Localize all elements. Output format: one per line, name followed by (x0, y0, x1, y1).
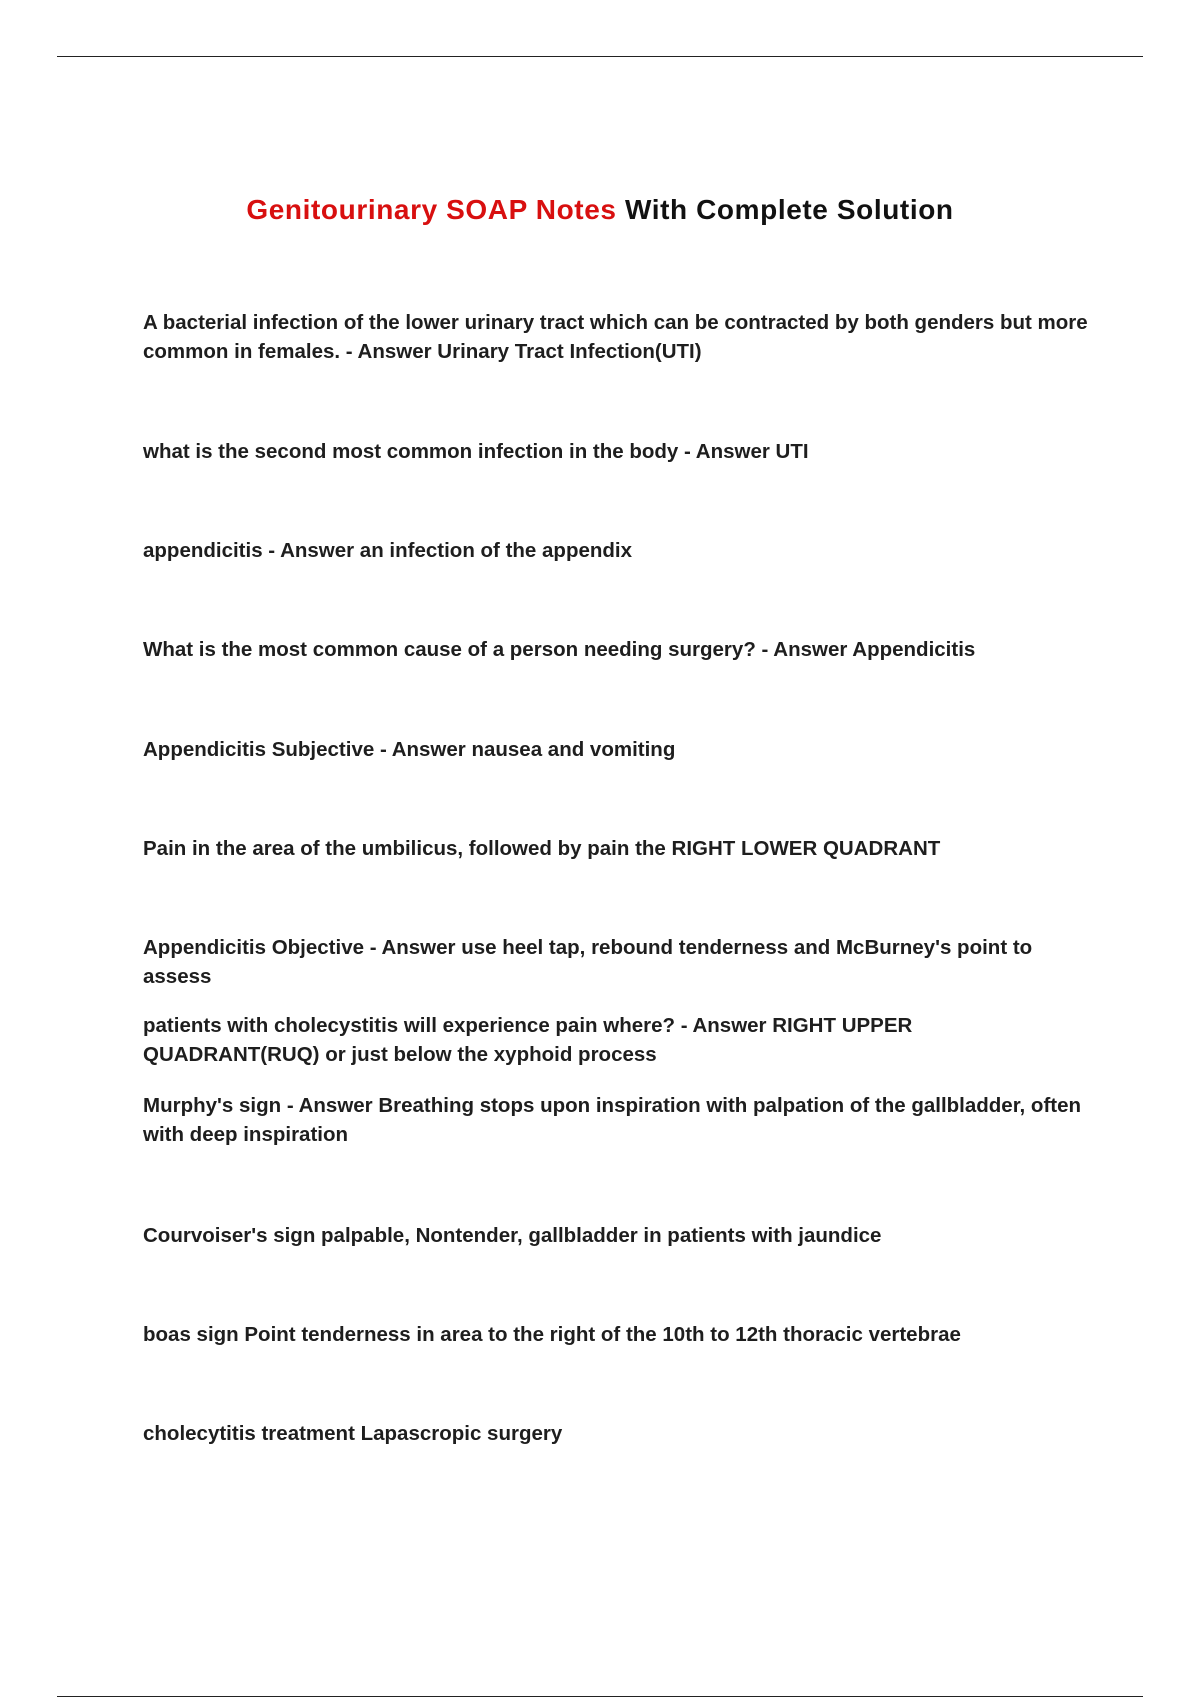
entry-uti-definition: A bacterial infection of the lower urinary tract which can be contracted by both genders but more common in females. - Answer Urinary Tract Infection(UTI) (143, 311, 1088, 363)
title-highlight: Genitourinary SOAP Notes (246, 194, 617, 225)
entry-cholecystitis-pain: patients with cholecystitis will experience pain where? - Answer RIGHT UPPER QUADRANT(RUQ) or just below the xyphoid process (143, 1014, 913, 1066)
entry-second-common-infection: what is the second most common infection in the body - Answer UTI (143, 440, 809, 463)
entry-murphys-sign: Murphy's sign - Answer Breathing stops upon inspiration with palpation of the gallbladder, often with deep inspiration (143, 1094, 1082, 1146)
bottom-rule (57, 1696, 1143, 1697)
entry-surgery-cause: What is the most common cause of a person needing surgery? - Answer Appendicitis (143, 638, 976, 661)
entry-boas-sign: boas sign Point tenderness in area to the right of the 10th to 12th thoracic vertebrae (143, 1323, 961, 1346)
entry-cholecystitis-treatment: cholecytitis treatment Lapascropic surgery (143, 1422, 563, 1445)
entry-appendicitis-objective: Appendicitis Objective - Answer use heel tap, rebound tenderness and McBurney's point to assess (143, 936, 1033, 988)
page-title (0, 194, 1200, 226)
title-rest: With Complete Solution (624, 194, 954, 225)
entry-umbilicus-pain: Pain in the area of the umbilicus, followed by pain the RIGHT LOWER QUADRANT (143, 837, 941, 860)
top-rule (57, 56, 1143, 57)
entry-appendicitis: appendicitis - Answer an infection of the appendix (143, 539, 633, 562)
entry-courvoisier-sign: Courvoiser's sign palpable, Nontender, gallbladder in patients with jaundice (143, 1224, 882, 1247)
entry-appendicitis-subjective: Appendicitis Subjective - Answer nausea and vomiting (143, 738, 676, 761)
